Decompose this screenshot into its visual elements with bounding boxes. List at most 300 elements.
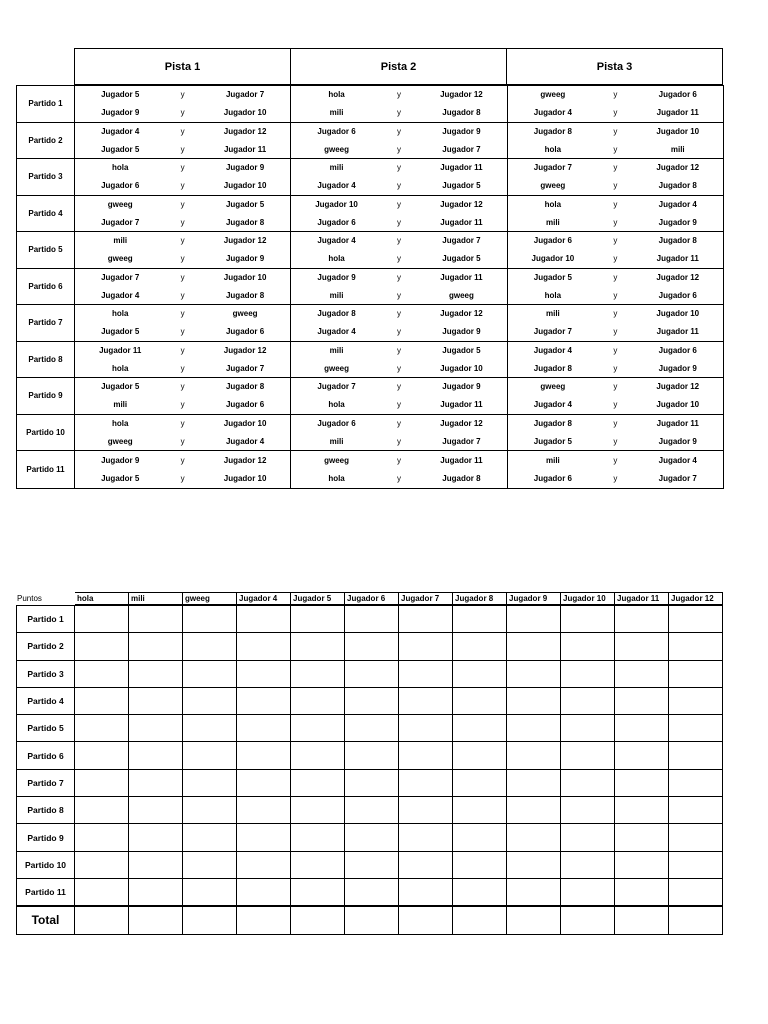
score-cell[interactable] xyxy=(669,824,722,850)
score-cell[interactable] xyxy=(237,852,291,878)
total-cell[interactable] xyxy=(129,907,183,933)
score-cell[interactable] xyxy=(345,688,399,714)
versus-label: y xyxy=(613,436,618,446)
score-cell[interactable] xyxy=(129,742,183,768)
versus-label: y xyxy=(396,217,401,227)
score-cell[interactable] xyxy=(345,633,399,659)
player-name: Jugador 11 xyxy=(656,327,699,337)
player-name: hola xyxy=(328,473,345,483)
player-name: Jugador 4 xyxy=(658,199,697,209)
match-pair xyxy=(508,213,723,231)
score-cell[interactable] xyxy=(615,688,669,714)
court-cell xyxy=(508,269,723,305)
round-label: Partido 8 xyxy=(17,342,75,378)
court-cell xyxy=(508,86,723,122)
score-cell[interactable] xyxy=(561,661,615,687)
score-cell[interactable] xyxy=(129,661,183,687)
court-cell xyxy=(508,123,723,159)
schedule-row xyxy=(17,196,723,233)
player-column-header: Jugador 5 xyxy=(291,592,345,605)
player-name: Jugador 7 xyxy=(442,236,481,246)
player-name: Jugador 4 xyxy=(533,108,572,118)
score-cell[interactable] xyxy=(399,797,453,823)
match-pair xyxy=(508,104,723,122)
total-cell[interactable] xyxy=(345,907,399,933)
score-cell[interactable] xyxy=(669,661,722,687)
player-name: Jugador 10 xyxy=(223,473,267,483)
total-cell[interactable] xyxy=(453,907,507,933)
player-name: Jugador 6 xyxy=(533,473,572,483)
versus-label: y xyxy=(396,309,401,319)
match-pair xyxy=(508,451,723,469)
match-pair xyxy=(291,396,506,414)
score-cell[interactable] xyxy=(453,742,507,768)
court-cell xyxy=(75,305,291,341)
score-cell[interactable] xyxy=(183,633,237,659)
total-cell[interactable] xyxy=(615,907,669,933)
court-cell xyxy=(508,378,723,414)
points-row xyxy=(17,770,722,797)
score-cell[interactable] xyxy=(561,852,615,878)
match-pair xyxy=(291,415,506,433)
round-label: Partido 4 xyxy=(17,196,75,232)
score-cell[interactable] xyxy=(453,879,507,905)
court-cell xyxy=(291,269,507,305)
match-pair xyxy=(291,104,506,122)
score-cell[interactable] xyxy=(129,824,183,850)
score-cell[interactable] xyxy=(129,606,183,632)
score-cell[interactable] xyxy=(615,770,669,796)
match-pair xyxy=(291,177,506,195)
score-cell[interactable] xyxy=(237,661,291,687)
match-pair xyxy=(291,432,506,450)
player-name: Jugador 12 xyxy=(440,199,483,209)
match-pair xyxy=(508,123,723,141)
score-cell[interactable] xyxy=(615,661,669,687)
match-pair xyxy=(75,232,290,250)
score-cell[interactable] xyxy=(237,715,291,741)
score-cell[interactable] xyxy=(75,688,129,714)
player-name: Jugador 8 xyxy=(225,382,265,392)
versus-label: y xyxy=(396,400,401,410)
score-cell[interactable] xyxy=(615,742,669,768)
score-cell[interactable] xyxy=(507,661,561,687)
player-name: Jugador 4 xyxy=(533,345,572,355)
total-label: Total xyxy=(17,907,75,933)
score-cell[interactable] xyxy=(345,797,399,823)
player-name: hola xyxy=(111,309,129,319)
score-cell[interactable] xyxy=(615,715,669,741)
court-cell xyxy=(508,196,723,232)
score-cell[interactable] xyxy=(399,688,453,714)
points-row xyxy=(17,606,722,633)
score-cell[interactable] xyxy=(237,606,291,632)
score-cell[interactable] xyxy=(615,879,669,905)
score-cell[interactable] xyxy=(75,852,129,878)
score-cell[interactable] xyxy=(345,770,399,796)
player-column-header: Jugador 10 xyxy=(561,592,615,605)
score-cell[interactable] xyxy=(237,824,291,850)
points-row xyxy=(17,824,722,851)
score-cell[interactable] xyxy=(453,715,507,741)
score-cell[interactable] xyxy=(237,633,291,659)
score-cell[interactable] xyxy=(129,715,183,741)
score-cell[interactable] xyxy=(129,688,183,714)
player-name: Jugador 4 xyxy=(101,290,140,300)
score-cell[interactable] xyxy=(561,797,615,823)
player-column-header: gweeg xyxy=(183,592,237,605)
score-cell[interactable] xyxy=(345,606,399,632)
score-cell[interactable] xyxy=(453,661,507,687)
match-pair xyxy=(508,323,723,341)
score-cell[interactable] xyxy=(291,633,345,659)
player-name: hola xyxy=(328,254,345,264)
score-cell[interactable] xyxy=(291,606,345,632)
score-cell[interactable] xyxy=(75,797,129,823)
court-cell xyxy=(291,232,507,268)
score-cell[interactable] xyxy=(507,852,561,878)
score-cell[interactable] xyxy=(669,715,722,741)
points-row-label: Partido 2 xyxy=(17,633,75,659)
match-pair xyxy=(291,286,506,304)
score-cell[interactable] xyxy=(291,661,345,687)
court-cell xyxy=(75,269,291,305)
score-cell[interactable] xyxy=(183,661,237,687)
match-pair xyxy=(75,269,290,287)
round-label: Partido 1 xyxy=(17,86,75,122)
player-name: Jugador 8 xyxy=(533,363,572,373)
player-name: Jugador 8 xyxy=(225,217,265,227)
player-name: hola xyxy=(544,290,562,300)
score-cell[interactable] xyxy=(291,770,345,796)
score-cell[interactable] xyxy=(183,797,237,823)
score-cell[interactable] xyxy=(345,879,399,905)
player-name: Jugador 4 xyxy=(101,126,140,136)
total-cell[interactable] xyxy=(75,907,129,933)
court-cell xyxy=(75,86,291,122)
player-name: Jugador 4 xyxy=(317,327,356,337)
score-cell[interactable] xyxy=(129,770,183,796)
player-name: Jugador 11 xyxy=(440,217,483,227)
score-cell[interactable] xyxy=(399,879,453,905)
player-column-header: Jugador 6 xyxy=(345,592,399,605)
player-name: gweeg xyxy=(107,254,133,264)
score-cell[interactable] xyxy=(129,633,183,659)
player-name: Jugador 8 xyxy=(658,181,697,191)
score-cell[interactable] xyxy=(75,879,129,905)
score-cell[interactable] xyxy=(183,879,237,905)
score-cell[interactable] xyxy=(75,715,129,741)
score-cell[interactable] xyxy=(615,797,669,823)
schedule-row xyxy=(17,415,723,452)
total-cell[interactable] xyxy=(507,907,561,933)
match-pair xyxy=(75,123,290,141)
score-cell[interactable] xyxy=(129,852,183,878)
versus-label: y xyxy=(396,327,401,337)
score-cell[interactable] xyxy=(75,824,129,850)
score-cell[interactable] xyxy=(129,797,183,823)
match-pair xyxy=(508,305,723,323)
round-label: Partido 10 xyxy=(17,415,75,451)
score-cell[interactable] xyxy=(291,879,345,905)
score-cell[interactable] xyxy=(129,879,183,905)
match-pair xyxy=(75,250,290,268)
score-cell[interactable] xyxy=(561,770,615,796)
versus-label: y xyxy=(180,418,185,428)
match-pair xyxy=(75,359,290,377)
score-cell[interactable] xyxy=(453,770,507,796)
court-cell xyxy=(508,451,723,488)
schedule-body xyxy=(16,85,724,489)
match-pair xyxy=(291,378,506,396)
score-cell[interactable] xyxy=(399,824,453,850)
round-label: Partido 2 xyxy=(17,123,75,159)
score-cell[interactable] xyxy=(399,633,453,659)
score-cell[interactable] xyxy=(345,715,399,741)
points-row-label: Partido 10 xyxy=(17,852,75,878)
player-name: Jugador 6 xyxy=(225,327,265,337)
total-cell[interactable] xyxy=(183,907,237,933)
versus-label: y xyxy=(613,272,618,282)
versus-label: y xyxy=(396,144,401,154)
court-cell xyxy=(291,305,507,341)
court-cell xyxy=(508,415,723,451)
score-cell[interactable] xyxy=(507,633,561,659)
score-cell[interactable] xyxy=(237,797,291,823)
versus-label: y xyxy=(396,290,401,300)
score-cell[interactable] xyxy=(669,879,722,905)
score-cell[interactable] xyxy=(75,742,129,768)
score-cell[interactable] xyxy=(561,742,615,768)
score-cell[interactable] xyxy=(453,688,507,714)
player-name: gweeg xyxy=(540,181,566,191)
match-pair xyxy=(75,432,290,450)
player-name: Jugador 9 xyxy=(658,436,697,446)
match-pair xyxy=(291,159,506,177)
player-name: gweeg xyxy=(540,90,566,100)
court-cell xyxy=(75,342,291,378)
score-cell[interactable] xyxy=(507,688,561,714)
versus-label: y xyxy=(180,327,185,337)
points-row-label: Partido 6 xyxy=(17,742,75,768)
score-cell[interactable] xyxy=(453,633,507,659)
player-name: Jugador 5 xyxy=(101,90,140,100)
total-cell[interactable] xyxy=(399,907,453,933)
score-cell[interactable] xyxy=(507,715,561,741)
court-cell xyxy=(291,342,507,378)
score-cell[interactable] xyxy=(183,742,237,768)
player-name: hola xyxy=(111,363,129,373)
score-cell[interactable] xyxy=(399,606,453,632)
player-name: Jugador 4 xyxy=(533,400,572,410)
round-label: Partido 7 xyxy=(17,305,75,341)
score-cell[interactable] xyxy=(615,852,669,878)
player-name: Jugador 7 xyxy=(101,217,140,227)
score-cell[interactable] xyxy=(561,879,615,905)
score-cell[interactable] xyxy=(507,606,561,632)
score-cell[interactable] xyxy=(183,852,237,878)
score-cell[interactable] xyxy=(669,606,722,632)
score-cell[interactable] xyxy=(669,688,722,714)
score-cell[interactable] xyxy=(399,742,453,768)
court-cell xyxy=(508,305,723,341)
score-cell[interactable] xyxy=(183,824,237,850)
player-name: Jugador 11 xyxy=(99,345,142,355)
score-cell[interactable] xyxy=(561,633,615,659)
score-cell[interactable] xyxy=(291,797,345,823)
points-row-label: Partido 7 xyxy=(17,770,75,796)
score-cell[interactable] xyxy=(669,742,722,768)
court-cell xyxy=(291,378,507,414)
versus-label: y xyxy=(396,90,401,100)
score-cell[interactable] xyxy=(615,606,669,632)
match-pair xyxy=(508,342,723,360)
player-name: Jugador 7 xyxy=(442,436,481,446)
player-column-header: Jugador 7 xyxy=(399,592,453,605)
match-pair xyxy=(508,432,723,450)
score-cell[interactable] xyxy=(615,824,669,850)
score-cell[interactable] xyxy=(561,715,615,741)
player-name: Jugador 6 xyxy=(658,345,697,355)
court-cell xyxy=(291,415,507,451)
match-pair xyxy=(75,323,290,341)
score-cell[interactable] xyxy=(453,797,507,823)
court-cell xyxy=(291,451,507,488)
score-cell[interactable] xyxy=(237,742,291,768)
score-cell[interactable] xyxy=(399,770,453,796)
points-body xyxy=(16,605,723,935)
score-cell[interactable] xyxy=(237,770,291,796)
court-header: Pista 2 xyxy=(291,48,507,85)
points-corner-label: Puntos xyxy=(17,594,42,603)
points-row-label: Partido 5 xyxy=(17,715,75,741)
player-name: Jugador 7 xyxy=(101,272,140,282)
versus-label: y xyxy=(396,363,401,373)
match-pair xyxy=(75,396,290,414)
score-cell[interactable] xyxy=(291,742,345,768)
match-pair xyxy=(75,159,290,177)
score-cell[interactable] xyxy=(399,715,453,741)
court-cell xyxy=(508,159,723,195)
player-name: hola xyxy=(111,163,129,173)
match-pair xyxy=(291,232,506,250)
score-cell[interactable] xyxy=(561,606,615,632)
player-name: Jugador 7 xyxy=(317,382,356,392)
score-cell[interactable] xyxy=(237,688,291,714)
player-name: Jugador 10 xyxy=(223,108,267,118)
score-cell[interactable] xyxy=(345,824,399,850)
court-cell xyxy=(75,378,291,414)
total-cell[interactable] xyxy=(291,907,345,933)
versus-label: y xyxy=(396,382,401,392)
score-cell[interactable] xyxy=(507,742,561,768)
match-pair xyxy=(508,396,723,414)
score-cell[interactable] xyxy=(345,742,399,768)
score-cell[interactable] xyxy=(291,715,345,741)
versus-label: y xyxy=(396,272,401,282)
schedule-row xyxy=(17,342,723,379)
score-cell[interactable] xyxy=(507,770,561,796)
match-pair xyxy=(291,451,506,469)
match-pair xyxy=(291,269,506,287)
score-cell[interactable] xyxy=(561,688,615,714)
versus-label: y xyxy=(396,126,401,136)
score-cell[interactable] xyxy=(669,633,722,659)
score-cell[interactable] xyxy=(615,633,669,659)
player-name: Jugador 4 xyxy=(317,181,356,191)
player-name: gweeg xyxy=(448,290,474,300)
versus-label: y xyxy=(613,108,618,118)
score-cell[interactable] xyxy=(453,824,507,850)
score-cell[interactable] xyxy=(561,824,615,850)
score-cell[interactable] xyxy=(669,797,722,823)
score-cell[interactable] xyxy=(291,824,345,850)
score-cell[interactable] xyxy=(183,606,237,632)
versus-label: y xyxy=(613,345,618,355)
total-cell[interactable] xyxy=(237,907,291,933)
court-cell xyxy=(75,451,291,488)
player-name: Jugador 6 xyxy=(658,90,697,100)
total-cell[interactable] xyxy=(561,907,615,933)
score-cell[interactable] xyxy=(183,688,237,714)
score-cell[interactable] xyxy=(291,852,345,878)
score-cell[interactable] xyxy=(291,688,345,714)
score-cell[interactable] xyxy=(399,661,453,687)
score-cell[interactable] xyxy=(237,879,291,905)
match-pair xyxy=(508,286,723,304)
score-cell[interactable] xyxy=(507,797,561,823)
score-cell[interactable] xyxy=(507,824,561,850)
score-cell[interactable] xyxy=(507,879,561,905)
versus-label: y xyxy=(613,236,618,246)
player-name: Jugador 12 xyxy=(440,418,483,428)
player-name: Jugador 10 xyxy=(656,309,700,319)
versus-label: y xyxy=(180,236,185,246)
player-name: Jugador 12 xyxy=(440,309,483,319)
player-name: Jugador 7 xyxy=(225,363,265,373)
player-name: Jugador 12 xyxy=(440,90,483,100)
player-name: Jugador 4 xyxy=(317,236,356,246)
score-cell[interactable] xyxy=(453,606,507,632)
score-cell[interactable] xyxy=(75,606,129,632)
score-cell[interactable] xyxy=(399,852,453,878)
score-cell[interactable] xyxy=(75,661,129,687)
player-name: Jugador 4 xyxy=(225,436,265,446)
total-cell[interactable] xyxy=(669,907,722,933)
points-header xyxy=(16,592,723,605)
player-column-header: Jugador 8 xyxy=(453,592,507,605)
score-cell[interactable] xyxy=(75,633,129,659)
score-cell[interactable] xyxy=(345,852,399,878)
match-pair xyxy=(508,159,723,177)
versus-label: y xyxy=(613,181,618,191)
score-cell[interactable] xyxy=(345,661,399,687)
versus-label: y xyxy=(613,455,618,465)
score-cell[interactable] xyxy=(669,770,722,796)
score-cell[interactable] xyxy=(75,770,129,796)
score-cell[interactable] xyxy=(183,770,237,796)
round-label: Partido 3 xyxy=(17,159,75,195)
match-pair xyxy=(291,123,506,141)
score-cell[interactable] xyxy=(183,715,237,741)
versus-label: y xyxy=(396,436,401,446)
player-name: Jugador 12 xyxy=(223,126,267,136)
score-cell[interactable] xyxy=(453,852,507,878)
versus-label: y xyxy=(180,436,185,446)
match-pair xyxy=(75,86,290,104)
score-cell[interactable] xyxy=(669,852,722,878)
player-name: hola xyxy=(544,199,562,209)
